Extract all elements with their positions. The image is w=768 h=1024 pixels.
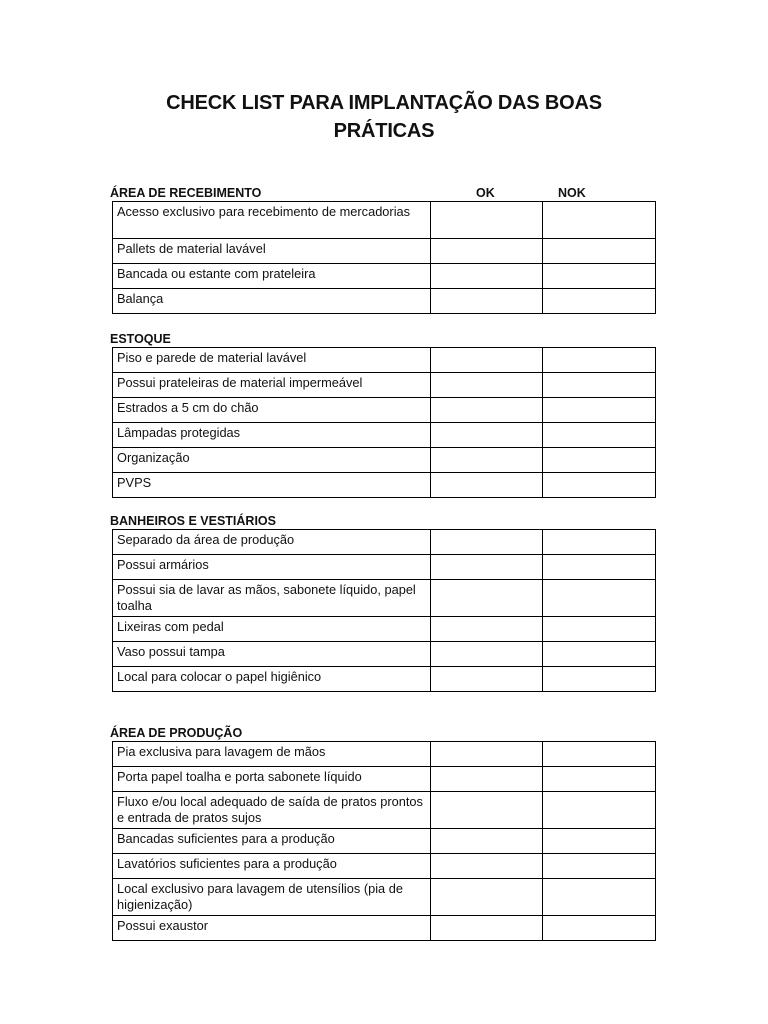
item-label: Possui prateleiras de material impermeável [113, 373, 431, 398]
section-area-de-recebimento [112, 185, 656, 314]
nok-checkbox-cell[interactable] [543, 854, 656, 879]
table-row [113, 239, 656, 264]
item-label: Lavatórios suficientes para a produção [113, 854, 431, 879]
section-estoque [112, 331, 656, 498]
nok-checkbox-cell[interactable] [543, 473, 656, 498]
nok-checkbox-cell[interactable] [543, 239, 656, 264]
nok-checkbox-cell[interactable] [543, 916, 656, 941]
section-label: ÁREA DE PRODUÇÃO [110, 726, 243, 740]
ok-checkbox-cell[interactable] [430, 530, 543, 555]
ok-checkbox-cell[interactable] [430, 642, 543, 667]
item-label: Estrados a 5 cm do chão [113, 398, 431, 423]
table-row [113, 854, 656, 879]
nok-checkbox-cell[interactable] [543, 642, 656, 667]
section-banheiros-e-vestiarios [112, 513, 656, 692]
ok-checkbox-cell[interactable] [430, 398, 543, 423]
item-label: Possui sia de lavar as mãos, sabonete líquido, papel toalha [113, 580, 431, 617]
ok-checkbox-cell[interactable] [430, 792, 543, 829]
column-ok-header: OK [476, 186, 495, 200]
item-label: Fluxo e/ou local adequado de saída de pratos prontos e entrada de pratos sujos [113, 792, 431, 829]
nok-checkbox-cell[interactable] [543, 448, 656, 473]
item-label: Piso e parede de material lavável [113, 348, 431, 373]
nok-checkbox-cell[interactable] [543, 398, 656, 423]
table-row [113, 373, 656, 398]
table-row [113, 642, 656, 667]
table-row [113, 473, 656, 498]
nok-checkbox-cell[interactable] [543, 792, 656, 829]
ok-checkbox-cell[interactable] [430, 829, 543, 854]
item-label: Separado da área de produção [113, 530, 431, 555]
item-label: PVPS [113, 473, 431, 498]
table-row [113, 202, 656, 239]
checklist-table [112, 347, 656, 498]
nok-checkbox-cell[interactable] [543, 423, 656, 448]
item-label: Pia exclusiva para lavagem de mãos [113, 742, 431, 767]
ok-checkbox-cell[interactable] [430, 916, 543, 941]
checklist-table [112, 201, 656, 314]
title-line-1: CHECK LIST PARA IMPLANTAÇÃO DAS BOAS [166, 92, 602, 114]
page-title [0, 89, 768, 145]
item-label: Pallets de material lavável [113, 239, 431, 264]
nok-checkbox-cell[interactable] [543, 879, 656, 916]
nok-checkbox-cell[interactable] [543, 555, 656, 580]
table-row [113, 829, 656, 854]
table-row [113, 767, 656, 792]
table-row [113, 448, 656, 473]
ok-checkbox-cell[interactable] [430, 202, 543, 239]
nok-checkbox-cell[interactable] [543, 348, 656, 373]
ok-checkbox-cell[interactable] [430, 448, 543, 473]
checklist-table [112, 741, 656, 941]
ok-checkbox-cell[interactable] [430, 667, 543, 692]
item-label: Local para colocar o papel higiênico [113, 667, 431, 692]
item-label: Lâmpadas protegidas [113, 423, 431, 448]
column-nok-header: NOK [558, 186, 586, 200]
item-label: Possui exaustor [113, 916, 431, 941]
item-label: Porta papel toalha e porta sabonete líquido [113, 767, 431, 792]
nok-checkbox-cell[interactable] [543, 767, 656, 792]
section-label: ESTOQUE [110, 332, 171, 346]
table-row [113, 530, 656, 555]
table-row [113, 289, 656, 314]
item-label: Acesso exclusivo para recebimento de mercadorias [113, 202, 431, 239]
table-row [113, 580, 656, 617]
ok-checkbox-cell[interactable] [430, 289, 543, 314]
item-label: Bancadas suficientes para a produção [113, 829, 431, 854]
nok-checkbox-cell[interactable] [543, 617, 656, 642]
ok-checkbox-cell[interactable] [430, 348, 543, 373]
nok-checkbox-cell[interactable] [543, 202, 656, 239]
section-area-de-producao [112, 725, 656, 941]
table-row [113, 667, 656, 692]
ok-checkbox-cell[interactable] [430, 854, 543, 879]
item-label: Possui armários [113, 555, 431, 580]
table-row [113, 916, 656, 941]
ok-checkbox-cell[interactable] [430, 473, 543, 498]
nok-checkbox-cell[interactable] [543, 373, 656, 398]
table-row [113, 617, 656, 642]
section-label: BANHEIROS E VESTIÁRIOS [110, 514, 276, 528]
checklist-table [112, 529, 656, 692]
nok-checkbox-cell[interactable] [543, 530, 656, 555]
section-header [112, 513, 656, 529]
nok-checkbox-cell[interactable] [543, 742, 656, 767]
section-header [112, 185, 656, 201]
section-header [112, 725, 656, 741]
table-row [113, 348, 656, 373]
table-row [113, 264, 656, 289]
table-row [113, 555, 656, 580]
nok-checkbox-cell[interactable] [543, 289, 656, 314]
ok-checkbox-cell[interactable] [430, 742, 543, 767]
table-row [113, 742, 656, 767]
nok-checkbox-cell[interactable] [543, 580, 656, 617]
ok-checkbox-cell[interactable] [430, 264, 543, 289]
section-label: ÁREA DE RECEBIMENTO [110, 186, 262, 200]
item-label: Organização [113, 448, 431, 473]
table-row [113, 792, 656, 829]
ok-checkbox-cell[interactable] [430, 580, 543, 617]
ok-checkbox-cell[interactable] [430, 373, 543, 398]
item-label: Local exclusivo para lavagem de utensílios (pia de higienização) [113, 879, 431, 916]
item-label: Balança [113, 289, 431, 314]
ok-checkbox-cell[interactable] [430, 879, 543, 916]
item-label: Vaso possui tampa [113, 642, 431, 667]
nok-checkbox-cell[interactable] [543, 667, 656, 692]
ok-checkbox-cell[interactable] [430, 555, 543, 580]
ok-checkbox-cell[interactable] [430, 617, 543, 642]
item-label: Lixeiras com pedal [113, 617, 431, 642]
ok-checkbox-cell[interactable] [430, 767, 543, 792]
title-line-2: PRÁTICAS [333, 120, 435, 142]
table-row [113, 398, 656, 423]
ok-checkbox-cell[interactable] [430, 239, 543, 264]
section-header [112, 331, 656, 347]
ok-checkbox-cell[interactable] [430, 423, 543, 448]
table-row [113, 423, 656, 448]
nok-checkbox-cell[interactable] [543, 264, 656, 289]
item-label: Bancada ou estante com prateleira [113, 264, 431, 289]
table-row [113, 879, 656, 916]
nok-checkbox-cell[interactable] [543, 829, 656, 854]
